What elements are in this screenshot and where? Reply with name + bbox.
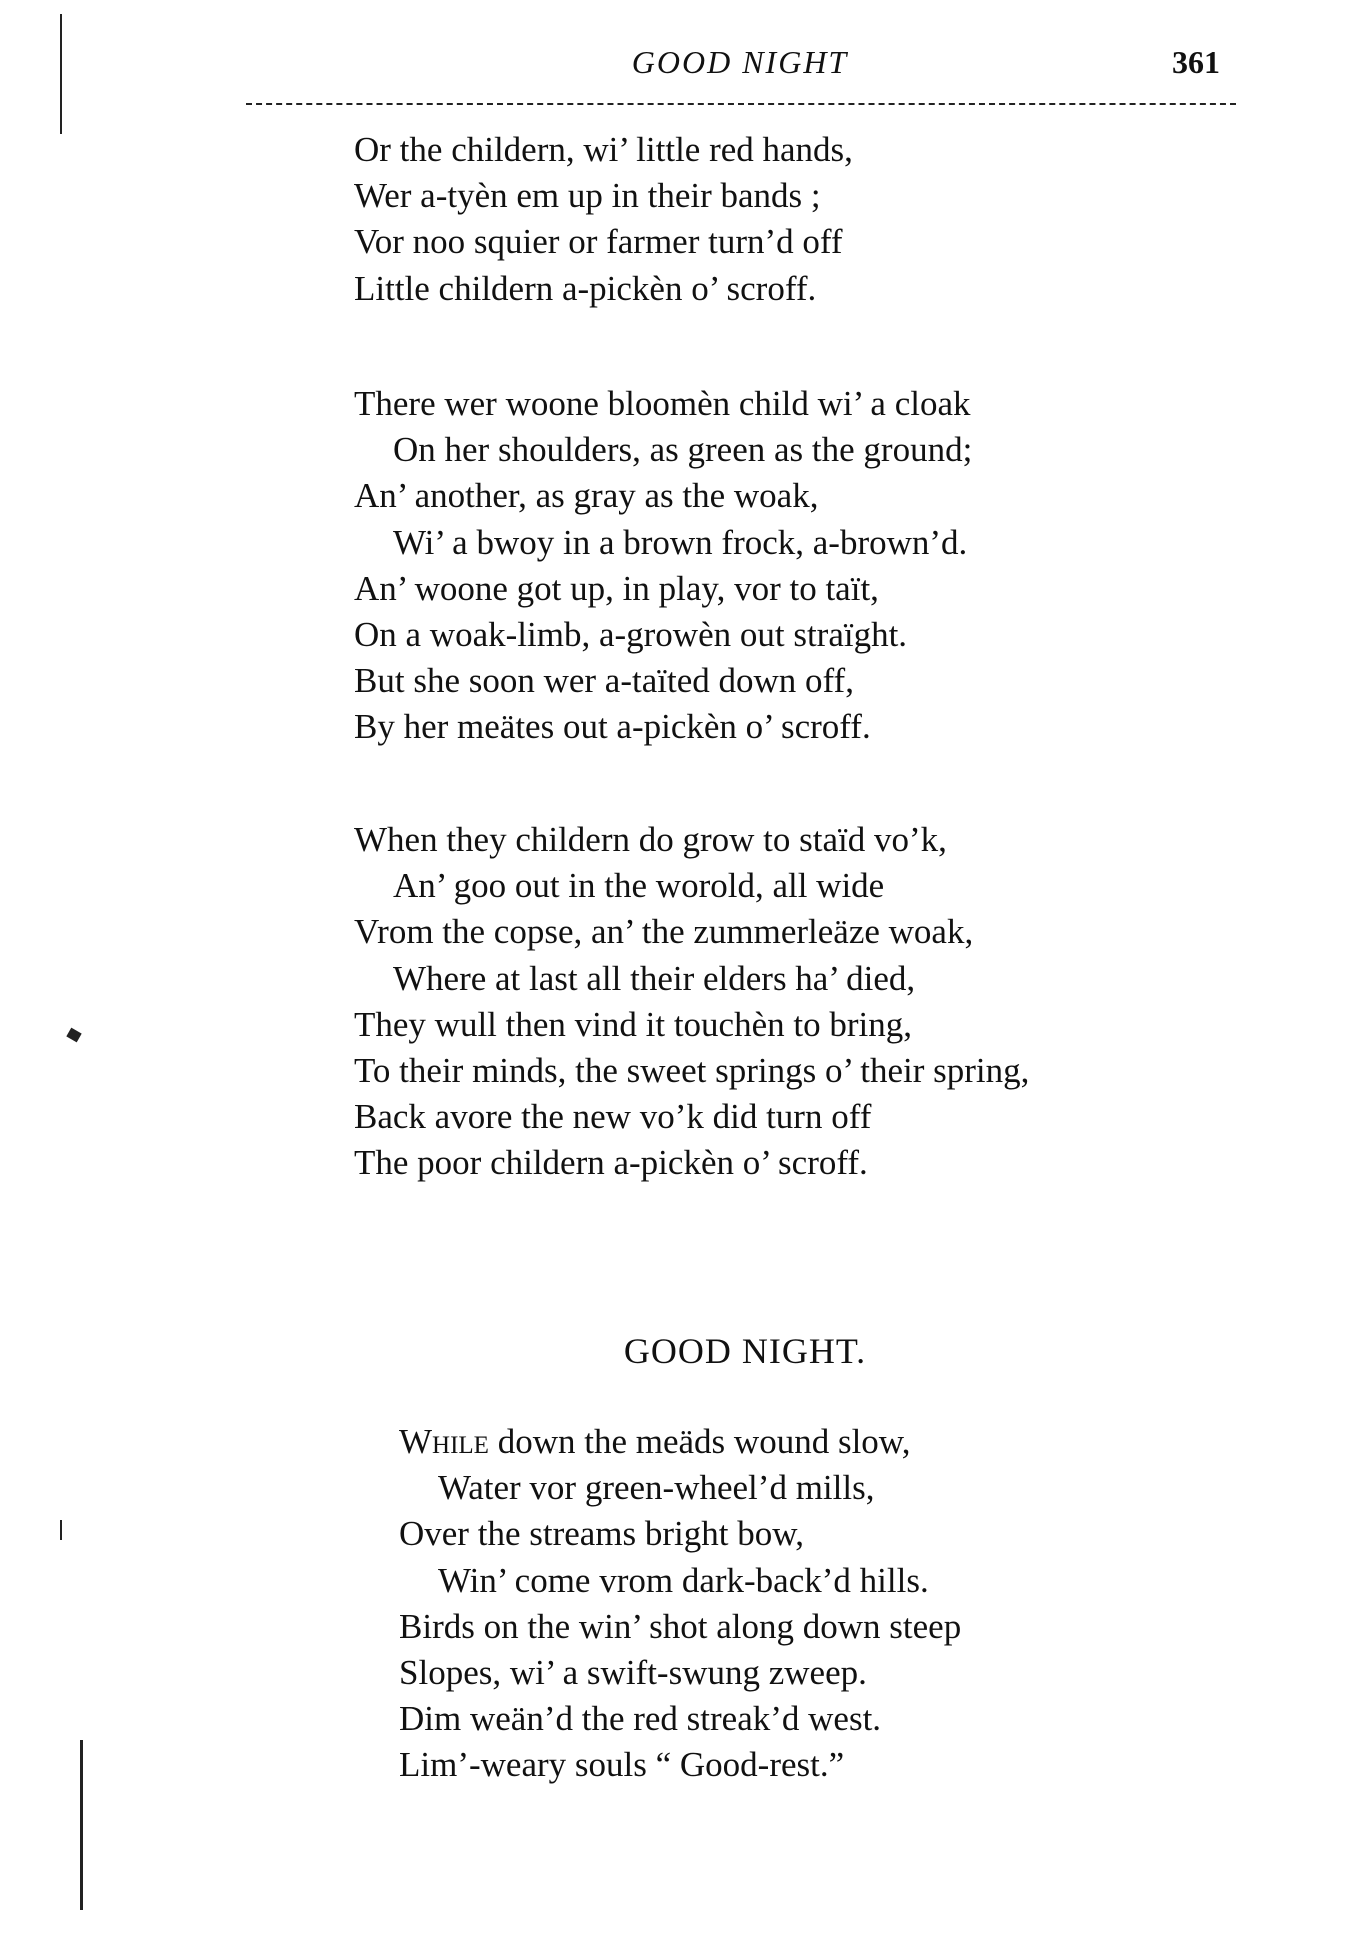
verse-line: Water vor green-wheel’d mills, bbox=[438, 1468, 875, 1508]
verse-line: Lim’-weary souls “ Good-rest.” bbox=[399, 1745, 845, 1785]
verse-line: Little childern a-pickèn o’ scroff. bbox=[354, 268, 817, 308]
verse-line: Win’ come vrom dark-back’d hills. bbox=[438, 1560, 929, 1600]
verse-line: Wer a-tyèn em up in their bands ; bbox=[354, 176, 821, 216]
verse-line: The poor childern a-pickèn o’ scroff. bbox=[354, 1143, 868, 1183]
verse-line: On her shoulders, as green as the ground; bbox=[393, 430, 973, 470]
verse-line: Back avore the new vo’k did turn off bbox=[354, 1097, 872, 1137]
verse-line: To their minds, the sweet springs o’ their spring, bbox=[354, 1051, 1030, 1090]
verse-line: Dim weän’d the red streak’d west. bbox=[399, 1699, 882, 1739]
verse-line: Wi’ a bwoy in a brown frock, a-brown’d. bbox=[393, 522, 968, 562]
poem-title: GOOD NIGHT. bbox=[623, 1331, 867, 1371]
margin-scan-line bbox=[80, 1740, 83, 1910]
verse-line: There wer woone bloomèn child wi’ a cloak bbox=[354, 384, 971, 423]
verse-line: Or the childern, wi’ little red hands, bbox=[354, 130, 853, 169]
verse-line: Vrom the copse, an’ the zummerleäze woak, bbox=[354, 912, 974, 952]
verse-line: Birds on the win’ shot along down steep bbox=[399, 1606, 962, 1646]
verse-text: down the meäds wound slow, bbox=[488, 1422, 911, 1461]
verse-line: Where at last all their elders ha’ died, bbox=[393, 958, 916, 998]
margin-scan-mark bbox=[66, 1028, 81, 1043]
verse-line: Slopes, wi’ a swift-swung zweep. bbox=[399, 1653, 867, 1692]
verse-line: An’ another, as gray as the woak, bbox=[354, 476, 819, 516]
verse-line: Over the streams bright bow, bbox=[399, 1514, 804, 1554]
verse-line: When they childern do grow to staïd vo’k, bbox=[354, 820, 947, 859]
verse-line: On a woak-limb, a-growèn out straïght. bbox=[354, 615, 908, 654]
verse-line: Vor noo squier or farmer turn’d off bbox=[354, 222, 843, 262]
margin-scan-mark bbox=[60, 1520, 62, 1540]
first-word-small-caps: While bbox=[399, 1422, 489, 1461]
verse-line: An’ woone got up, in play, vor to taït, bbox=[354, 568, 879, 608]
verse-line: But she soon wer a-taïted down off, bbox=[354, 661, 854, 701]
running-title: GOOD NIGHT bbox=[631, 44, 849, 80]
verse-line: An’ goo out in the worold, all wide bbox=[393, 866, 885, 906]
header-rule bbox=[246, 103, 1236, 105]
verse-line: They wull then vind it touchèn to bring, bbox=[354, 1004, 912, 1044]
page-number: 361 bbox=[1172, 44, 1220, 80]
verse-line bbox=[399, 1419, 911, 1465]
verse-line: By her meätes out a-pickèn o’ scroff. bbox=[354, 707, 871, 747]
margin-scan-line bbox=[60, 14, 62, 134]
